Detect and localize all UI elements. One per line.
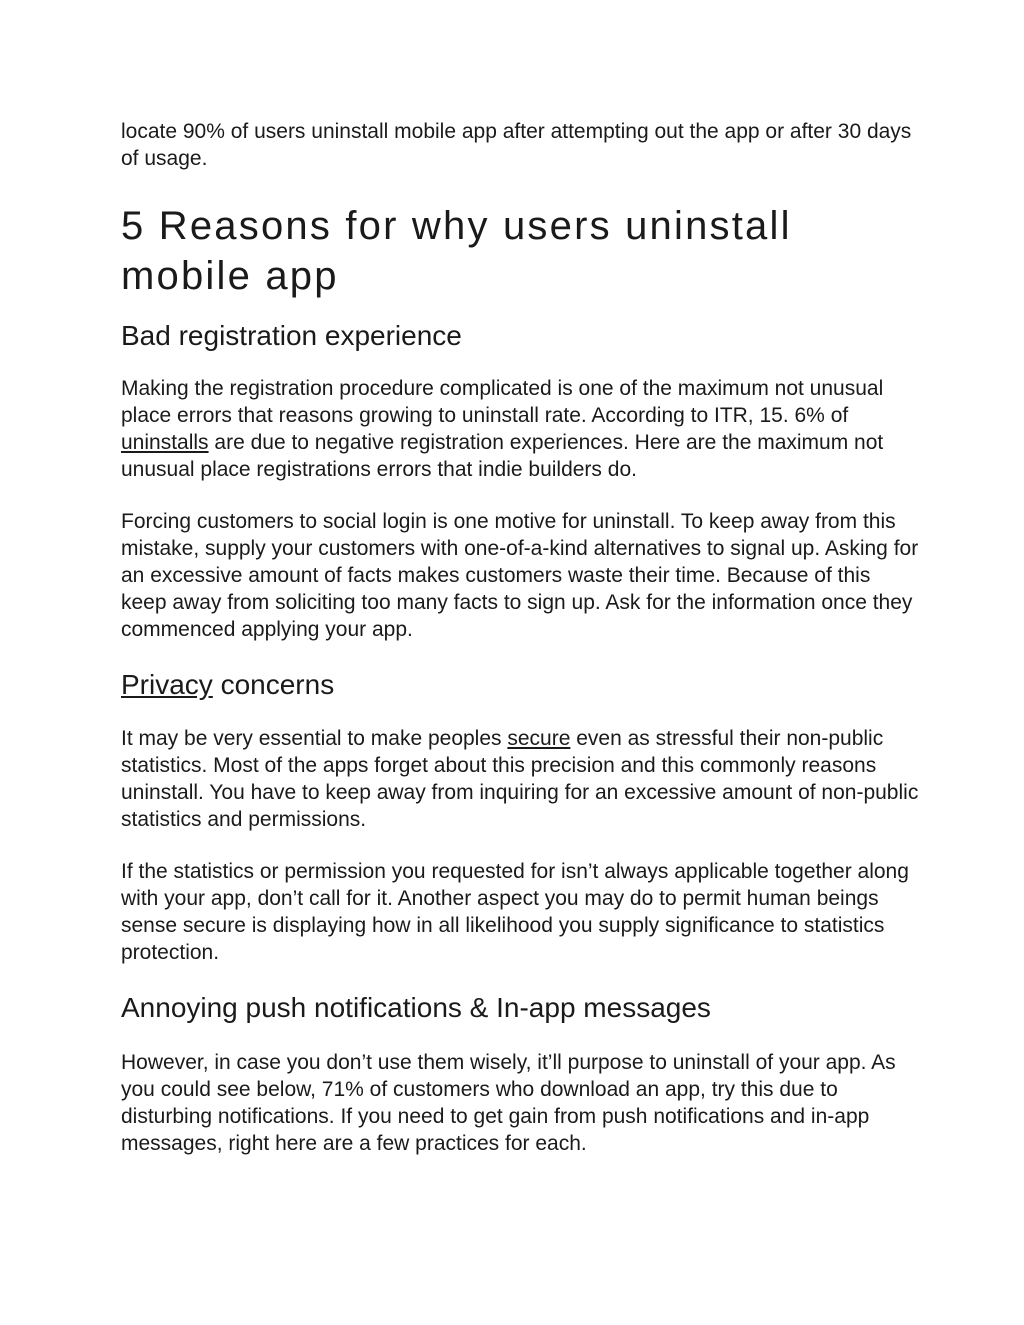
text-span: are due to negative registration experiences. Here are the maximum not unusual place registrations errors that indie builders do. — [121, 431, 884, 481]
text-span: even as stressful their non-public statistics. Most of the apps forget about this precision and this commonly reasons uninstall. You have to keep away from inquiring for an excessive amount of non-public statistics and permissions. — [121, 727, 919, 831]
registration-paragraph-1 — [121, 375, 921, 483]
uninstalls-link[interactable]: uninstalls — [121, 431, 209, 454]
intro-paragraph: locate 90% of users uninstall mobile app after attempting out the app or after 30 days of usage. — [121, 120, 912, 170]
privacy-paragraph-1 — [121, 725, 921, 833]
main-heading: 5 Reasons for why users uninstall mobile app — [121, 204, 792, 298]
privacy-paragraph-2: If the statistics or permission you requested for isn’t always applicable together along with your app, don’t call for it. Another aspect you may do to permit human beings sense secure is displaying how in all likelihood you supply significance to statistics protection. — [121, 860, 909, 964]
section-heading-registration: Bad registration experience — [121, 320, 462, 351]
text-span: It may be very essential to make peoples — [121, 727, 508, 750]
text-span: Making the registration procedure complicated is one of the maximum not unusual place errors that reasons growing to uninstall rate. According to ITR, 15. 6% of — [121, 377, 884, 427]
privacy-link[interactable]: Privacy — [121, 669, 213, 700]
section-heading-privacy — [121, 668, 921, 702]
document-page — [121, 118, 921, 1182]
secure-link[interactable]: secure — [507, 727, 571, 750]
heading-text: concerns — [212, 669, 335, 700]
section-heading-notifications: Annoying push notifications & In-app messages — [121, 992, 711, 1023]
registration-paragraph-2: Forcing customers to social login is one motive for uninstall. To keep away from this mistake, supply your customers with one-of-a-kind alternatives to signal up. Asking for an excessive amount of facts makes customers waste their time. Because of this keep away from soliciting too many facts to sign up. Ask for the information once they commenced applying your app. — [121, 510, 919, 641]
notifications-paragraph-1: However, in case you don’t use them wisely, it’ll purpose to uninstall of your app. As you could see below, 71% of customers who download an app, try this due to disturbing notifications. If you need to get gain from push notifications and in-app messages, right here are a few practices for each. — [121, 1051, 896, 1155]
